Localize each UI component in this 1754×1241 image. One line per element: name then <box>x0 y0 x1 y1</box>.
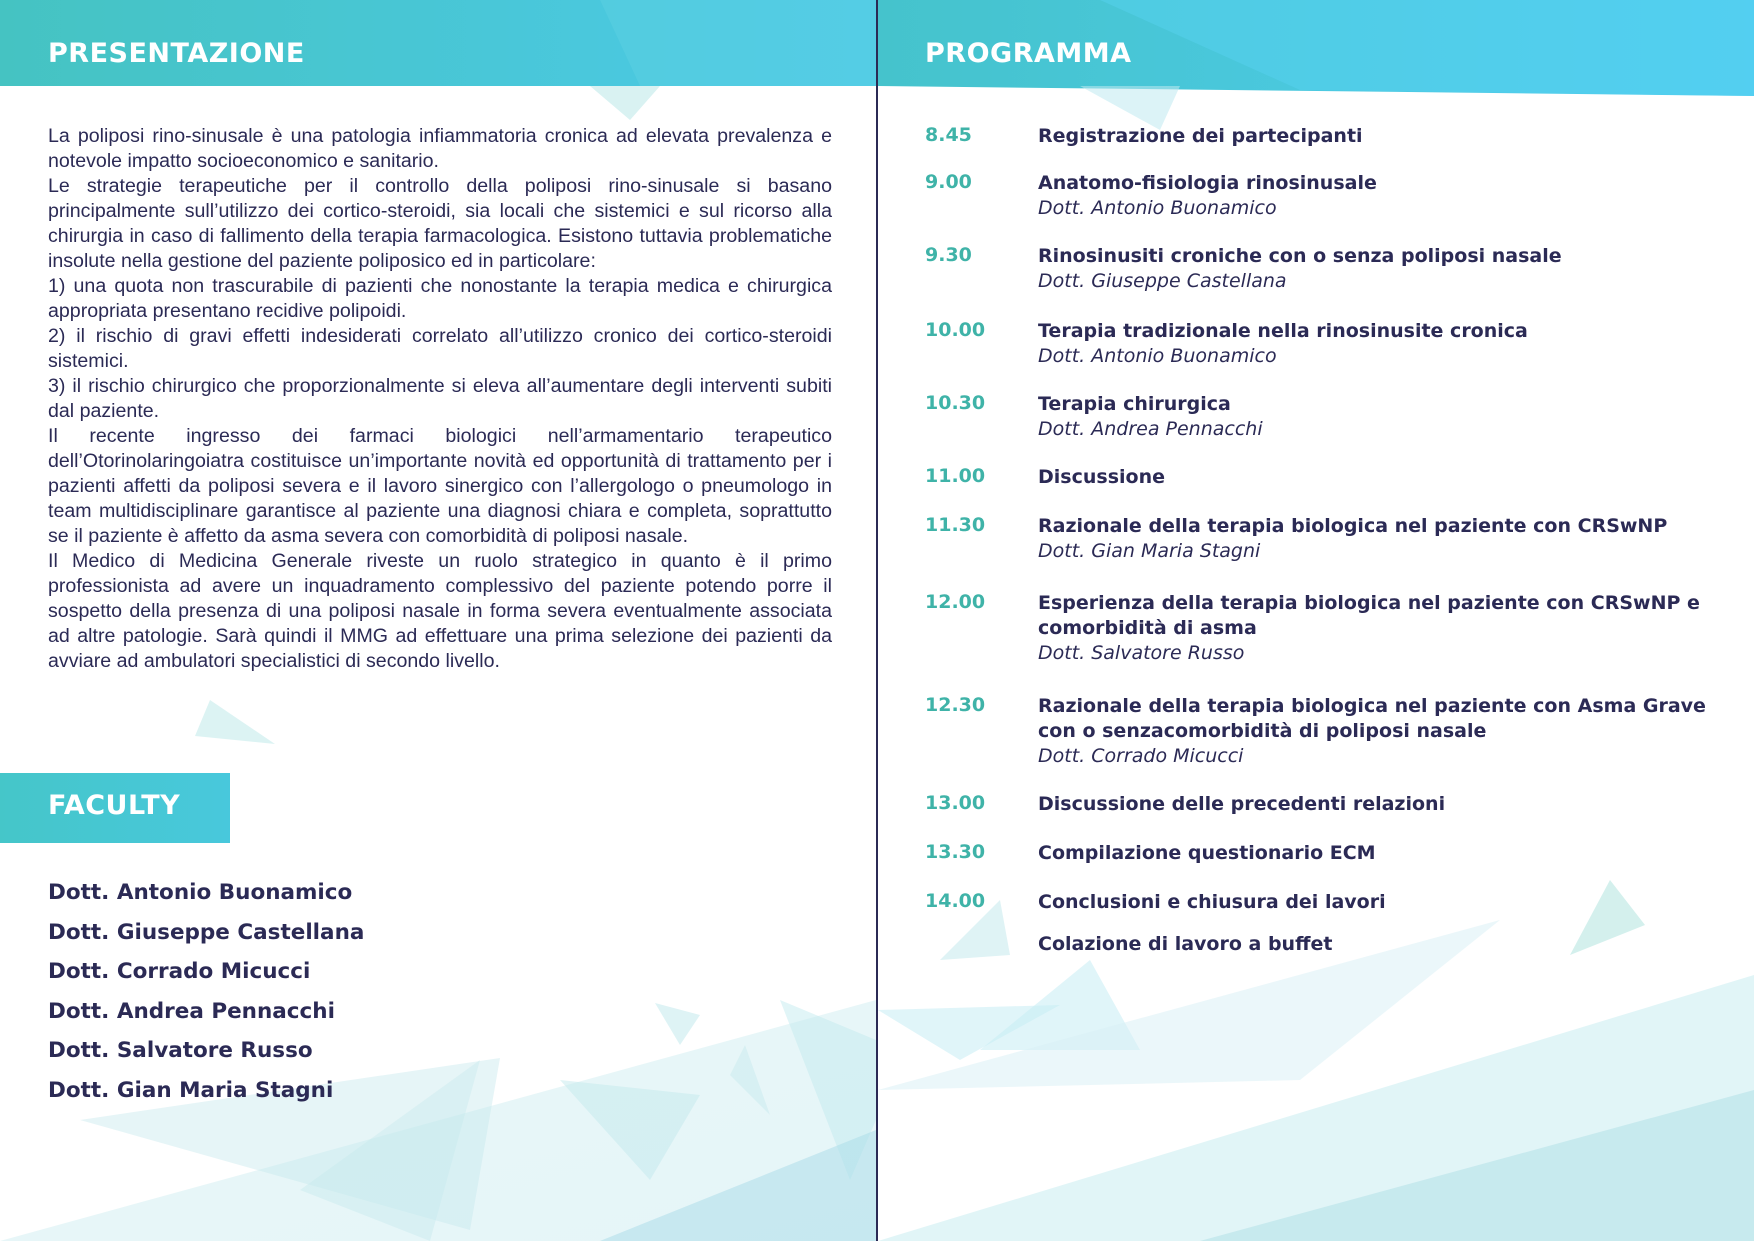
program-time: 10.30 <box>925 392 986 414</box>
program-topic: Discussione <box>1038 466 1165 488</box>
program-topic: Compilazione questionario ECM <box>1038 842 1376 864</box>
presentazione-paragraph: Il recente ingresso dei farmaci biologici nell’armamentario terapeutico dell’Otorinolaringoiatra costituisce un’importante novità ed opportunità di trattamento per i pazienti affetti da poliposi severa e il lavoro sinergico con l’allergologo o pneumologo in team multidisciplinare garantisce al paziente una diagnosi chiara e completa, soprattutto se il paziente è affetto da asma severa con comorbidità di poliposi nasale. <box>48 425 832 547</box>
program-time: 11.30 <box>925 514 986 536</box>
left-page <box>0 0 876 1241</box>
program-speaker: Dott. Antonio Buonamico <box>1038 345 1277 367</box>
presentazione-paragraph: 1) una quota non trascurabile di pazienti che nonostante la terapia medica e chirurgica appropriata presentano recidive polipoidi. <box>48 275 832 322</box>
program-topic: Terapia chirurgica <box>1038 393 1231 415</box>
program-item <box>925 694 1725 792</box>
faculty-member: Dott. Salvatore Russo <box>48 1038 313 1064</box>
program-item <box>925 465 1725 514</box>
program-topic: Anatomo-fisiologia rinosinusale <box>1038 172 1377 194</box>
program-speaker: Dott. Salvatore Russo <box>1038 642 1245 664</box>
program-topic: Conclusioni e chiusura dei lavori <box>1038 891 1386 913</box>
program-time: 8.45 <box>925 124 972 146</box>
faculty-member: Dott. Corrado Micucci <box>48 959 311 985</box>
presentazione-paragraph: La poliposi rino-sinusale è una patologia infiammatoria cronica ad elevata prevalenza e notevole impatto socioeconomico e sanitario. <box>48 125 832 172</box>
programma-list <box>925 124 1725 962</box>
page-fold-divider <box>876 0 878 1241</box>
program-speaker: Dott. Gian Maria Stagni <box>1038 540 1261 562</box>
program-speaker: Dott. Corrado Micucci <box>1038 745 1244 767</box>
program-item <box>925 514 1725 591</box>
presentazione-title: PRESENTAZIONE <box>48 38 305 69</box>
faculty-member: Dott. Giuseppe Castellana <box>48 919 365 945</box>
program-topic: Razionale della terapia biologica nel paziente con Asma Grave con o senzacomorbidità di poliposi nasale <box>1038 695 1706 742</box>
presentazione-paragraph: Le strategie terapeutiche per il controllo della poliposi rino-sinusale si basano principalmente sull’utilizzo dei cortico-steroidi, sia locali che sistemici e sul ricorso alla chirurgia in caso di fallimento della terapia farmacologica. Esistono tuttavia problematiche insolute nella gestione del paziente poliposico ed in particolare: <box>48 175 832 272</box>
program-item <box>925 890 1725 932</box>
presentazione-paragraph: Il Medico di Medicina Generale riveste un ruolo strategico in quanto è il primo professionista ad avere un inquadramento complessivo del paziente potendo porre il sospetto della presenza di una poliposi nasale in forma severa eventualmente associata ad altre patologie. Sarà quindi il MMG ad effettuare una prima selezione dei pazienti da avviare ad ambulatori specialistici di secondo livello. <box>48 550 832 672</box>
program-speaker: Dott. Andrea Pennacchi <box>1038 418 1263 440</box>
faculty-member: Dott. Antonio Buonamico <box>48 880 353 905</box>
program-item <box>925 932 1725 962</box>
program-speaker: Dott. Giuseppe Castellana <box>1038 270 1287 292</box>
program-topic: Esperienza della terapia biologica nel paziente con CRSwNP e comorbidità di asma <box>1038 592 1700 639</box>
program-time: 14.00 <box>925 890 986 912</box>
faculty-list <box>48 880 364 1118</box>
program-time: 13.00 <box>925 792 986 814</box>
program-time: 12.30 <box>925 694 986 716</box>
program-item <box>925 244 1725 319</box>
programma-title: PROGRAMMA <box>925 38 1132 69</box>
program-item <box>925 792 1725 841</box>
program-item <box>925 591 1725 694</box>
program-time: 12.00 <box>925 591 986 613</box>
program-time: 10.00 <box>925 319 986 341</box>
right-page <box>878 0 1754 1241</box>
program-item <box>925 124 1725 171</box>
program-topic: Discussione delle precedenti relazioni <box>1038 793 1446 815</box>
presentazione-paragraph: 3) il rischio chirurgico che proporzionalmente si eleva all’aumentare degli interventi subiti dal paziente. <box>48 375 832 422</box>
program-time: 9.00 <box>925 171 972 193</box>
program-topic: Registrazione dei partecipanti <box>1038 125 1363 147</box>
presentazione-body <box>48 124 832 674</box>
presentazione-paragraph: 2) il rischio di gravi effetti indesiderati correlato all’utilizzo cronico dei cortico-steroidi sistemici. <box>48 325 832 372</box>
program-topic: Rinosinusiti croniche con o senza poliposi nasale <box>1038 245 1562 267</box>
program-topic: Terapia tradizionale nella rinosinusite cronica <box>1038 320 1528 342</box>
program-time: 9.30 <box>925 244 972 266</box>
program-item <box>925 841 1725 890</box>
program-item <box>925 392 1725 465</box>
program-time: 11.00 <box>925 465 986 487</box>
program-topic: Razionale della terapia biologica nel paziente con CRSwNP <box>1038 515 1668 537</box>
faculty-title: FACULTY <box>48 790 181 821</box>
program-speaker: Dott. Antonio Buonamico <box>1038 197 1277 219</box>
program-item <box>925 319 1725 392</box>
faculty-member: Dott. Gian Maria Stagni <box>48 1077 334 1103</box>
faculty-member: Dott. Andrea Pennacchi <box>48 998 335 1024</box>
program-time: 13.30 <box>925 841 986 863</box>
program-topic: Colazione di lavoro a buffet <box>1038 933 1333 955</box>
program-item <box>925 171 1725 244</box>
